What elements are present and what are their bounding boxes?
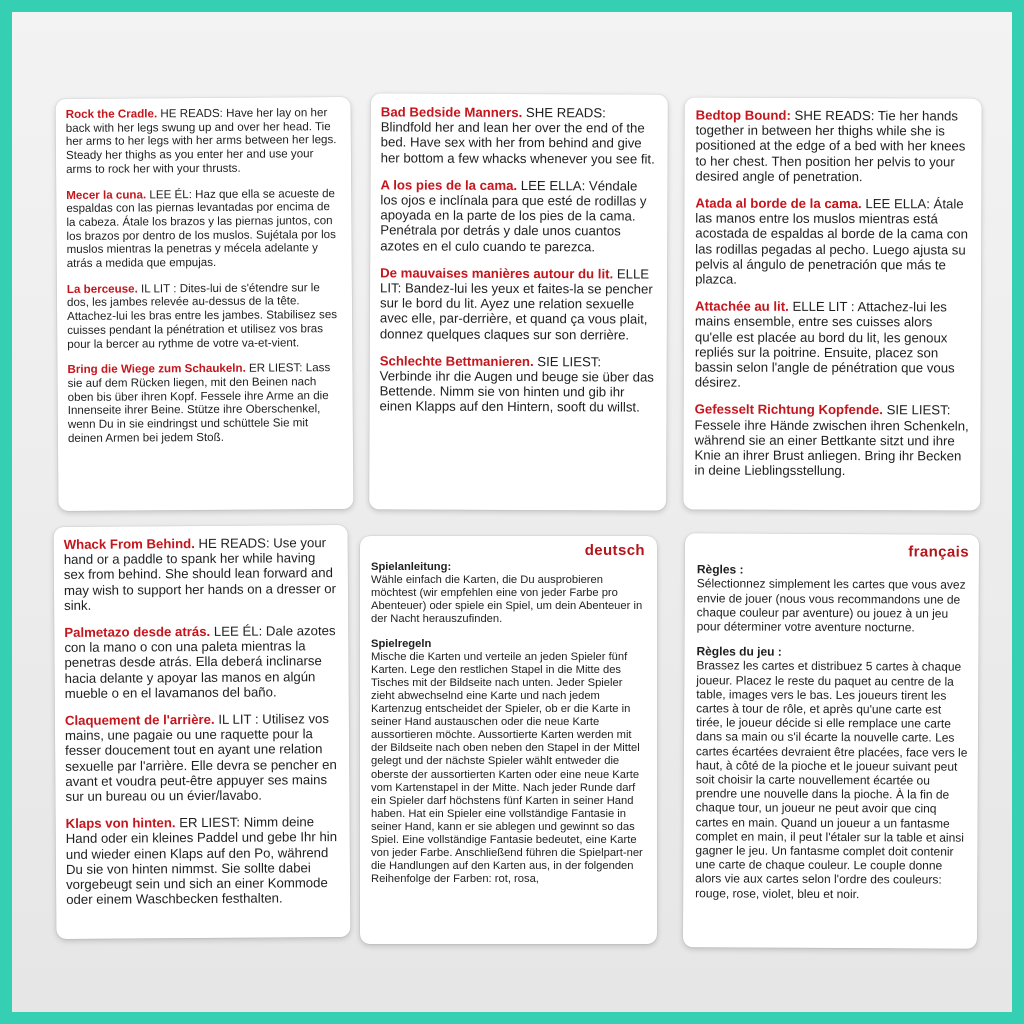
card-rock-the-cradle bbox=[56, 97, 354, 511]
card-entry bbox=[695, 196, 971, 288]
entry-body: SHE READS: Tie her hands together in between her thighs while she is positioned at the edge of a bed with her knees to her chest. Then position her pelvis to your desired angle of penetration. bbox=[695, 107, 966, 184]
card-whack-from-behind bbox=[54, 525, 351, 939]
rules-paragraph: Wähle einfach die Karten, die Du ausprobieren möchtest (wir empfehlen eine von jeder Farbe pro Abenteuer) oder spiele ein Spiel, um dein Abenteuer in der Nacht herauszufinden. bbox=[371, 574, 643, 626]
rules-text bbox=[695, 562, 969, 901]
entry-title: A los pies de la cama. bbox=[380, 177, 518, 193]
card-entry bbox=[380, 177, 657, 254]
card-entry bbox=[65, 711, 340, 804]
entry-title: Mecer la cuna. bbox=[66, 187, 147, 202]
rules-paragraph: Brassez les cartes et distribuez 5 cartes à chaque joueur. Placez le reste du paquet au centre de la table, images vers le bas. Les joueurs tirent les cartes à tour de rôle, et après qu'une carte est tirée, le joueur décide si elle remplace une carte dans sa main ou s'il écarte la nouvelle carte. Les cartes écartées devraient être placées, face vers le haut, à côté de la pioche et le joueur suivant peut soit choisir la carte nouvellement écartée ou prendre une nouvelle dans la pioche. À la fin de chaque tour, un joueur ne peut avoir que cinq cartes en main. Quand un joueur a un fantasme complet en main, il peut l'étaler sur la table et ainsi gagner le jeu. Un fantasme complet doit contenir une carte de chaque couleur. Le couple donne alors vie aux cartes selon l'ordre des couleurs: rouge, rose, violet, bleu et noir. bbox=[695, 658, 968, 901]
rules-paragraph: Sélectionnez simplement les cartes que vous avez envie de jouer (nous vous recommandons une de chaque couleur par aventure) ou jouez à un jeu pour déterminer votre aventure nocturne. bbox=[696, 576, 966, 635]
card-entry bbox=[695, 299, 971, 391]
entry-title: Palmetazo desde atrás. bbox=[64, 623, 211, 640]
card-rules-deutsch bbox=[360, 536, 657, 944]
entry-body: LEE ELLA: Véndale los ojos e inclínala para que esté de rodillas y apoyada en la parte de los pies de la cama. Penétrala por detrás y dale unos cuantos azotes en el culo cuando te parezca. bbox=[380, 177, 647, 254]
card-entry bbox=[694, 402, 970, 479]
card-entry bbox=[66, 814, 341, 907]
card-entry bbox=[381, 104, 658, 166]
entry-body: HE READS: Use your hand or a paddle to spank her while having sex from behind. She should lean forward and may wish to support her hands on a dresser or sink. bbox=[63, 535, 337, 613]
language-label: français bbox=[908, 543, 970, 561]
card-entry bbox=[64, 535, 339, 613]
card-entry bbox=[380, 353, 657, 415]
entry-body: IL LIT : Utilisez vos mains, une pagaie ou une raquette pour la fesser doucement tout en ayant une relation sexuelle par l'arrière. Elle devra se pencher en avant et voudra peut-être appuyer ses mains sur un bureau ou un évier/lavabo. bbox=[64, 711, 337, 805]
card-bedtop-bound bbox=[683, 97, 981, 510]
card-entry bbox=[66, 106, 341, 176]
rules-text bbox=[371, 561, 645, 886]
rules-heading: Règles : bbox=[696, 562, 744, 577]
entry-title: Attachée au lit. bbox=[694, 298, 789, 315]
rules-heading: Règles du jeu : bbox=[696, 644, 782, 659]
language-label: deutsch bbox=[584, 542, 645, 559]
entry-title: Atada al borde de la cama. bbox=[695, 195, 862, 212]
entry-body: LEE ELLA: Átale las manos entre los muslos mientras está acostada de espaldas al borde de la cama con las rodillas pegadas al pecho. Luego ajusta su pelvis al ángulo de penetración que más te plazca. bbox=[695, 196, 969, 287]
entry-body: ER LIEST: Lass sie auf dem Rücken liegen, mit den Beinen nach oben bis über ihren Kopf. Fessele ihre Arme an die Innenseite ihrer Beine. Stütze ihre Oberschenkel, wenn Du in sie eindringst und schüttele Sie mit deinen Armen bei jedem Stoß. bbox=[67, 361, 331, 445]
entry-body: ER LIEST: Nimm deine Hand oder ein kleines Paddel und gebe Ihr hin und wieder einen Klaps auf den Po, während Du sie von hinten nimmst. Sie sollte dabei vorgebeugt sein und sich an einer Kommode oder einem Waschbecken festhalten. bbox=[65, 814, 338, 908]
entry-title: Whack From Behind. bbox=[63, 536, 195, 552]
entry-body: SHE READS: Blindfold her and lean her over the end of the bed. Have sex with her from behind and give her bottom a few whacks whenever you see fit. bbox=[380, 105, 655, 167]
entry-title: Bad Bedside Manners. bbox=[380, 104, 523, 121]
entry-title: Rock the Cradle. bbox=[65, 107, 158, 121]
entry-body: LEE ÉL: Haz que ella se acueste de espaldas con las piernas levantadas por encima de la cabeza. Átale los brazos y las piernas juntos, con los brazos por dentro de los muslos. Sujétala por los muslos mientras la penetras y mécela adelante y atrás a medida que empujas. bbox=[66, 186, 336, 270]
entry-body: SIE LIEST: Verbinde ihr die Augen und beuge sie über das Bettende. Nimm sie von hinten und gib ihr einen Klapps auf den Hintern, sooft du willst. bbox=[379, 353, 654, 415]
entry-body: ELLE LIT: Bandez-lui les yeux et faites-la se pencher sur le bord du lit. Ayez une relation sexuelle avec elle, par-derrière, et quand ça vous plait, donnez quelques claques sur son derrière. bbox=[379, 266, 653, 343]
card-entry bbox=[67, 361, 343, 445]
entry-title: Bedtop Bound: bbox=[695, 107, 791, 123]
entry-title: De mauvaises manières autour du lit. bbox=[380, 265, 614, 282]
entry-body: HE READS: Have her lay on her back with her legs swung up and over her head. Tie her arms to her legs with her arms between her legs. Steady her thighs as you enter her and use your arms to rock her with your thrusts. bbox=[65, 106, 337, 176]
card-entry bbox=[67, 281, 342, 351]
rules-heading: Spielregeln bbox=[371, 637, 432, 650]
entry-title: Gefesselt Richtung Kopfende. bbox=[694, 401, 883, 418]
entry-body: SIE LIEST: Fessele ihre Hände zwischen ihren Schenkeln, während sie an einer Bettkante sitzt und ihre Knie an ihrer Brust anliegen. Bring ihr Becken in deine Lieblingsstellung. bbox=[694, 402, 969, 479]
card-entry bbox=[695, 108, 971, 185]
rules-heading: Spielanleitung: bbox=[371, 561, 452, 574]
card-bad-bedside-manners bbox=[369, 93, 668, 510]
entry-title: Claquement de l'arrière. bbox=[64, 711, 215, 728]
card-entry bbox=[66, 187, 342, 271]
entry-body: IL LIT : Dites-lui de s'étendre sur le dos, les jambes relevée au-dessus de la tête. Attachez-lui les bras entre les jambes. Stabilisez ses cuisses pendant la pénétration et utilisez vos bras pour la bercer au rythme de votre va-et-vient. bbox=[66, 280, 338, 351]
card-entry bbox=[64, 623, 339, 701]
entry-title: Klaps von hinten. bbox=[65, 815, 176, 832]
card-rules-francais bbox=[683, 533, 979, 949]
entry-title: Schlechte Bettmanieren. bbox=[379, 353, 534, 369]
paragraph-gap bbox=[371, 627, 645, 638]
entry-body: ELLE LIT : Attachez-lui les mains ensemble, entre ses cuisses alors qu'elle est placée au bord du lit, les genoux repliés sur la poitrine. Ensuite, placez son bassin selon l'angle de pénétration que vous désirez. bbox=[694, 299, 955, 390]
card-entry bbox=[380, 265, 657, 342]
entry-body: LEE ÉL: Dale azotes con la mano o con una paleta mientras la penetras desde atrás. Ella deberá inclinarse hacia delante y apoyar las manos en algún mueble o en el lavamanos del baño. bbox=[64, 623, 336, 701]
rules-paragraph: Mische die Karten und verteile an jeden Spieler fünf Karten. Lege den restlichen Stapel in die Mitte des Tisches mit der Bildseite nach unten. Jeder Spieler zieht abwechselnd eine Karte und nach jedem Kartenzug entscheidet der Spieler, ob er die Karte in seiner Hand austauschen oder die neue Karte aussortieren möchte. Aussortierte Karten werden mit der Bildseite nach oben neben den Stapel in der Mittel gelegt und der nächste Spieler wählt entweder die oberste der aussortierten Karten oder eine neue Karte vom Kartenstapel in der Mitte. Nach jeder Runde darf ein Spieler darf höchstens fünf Karten in seiner Hand haben. Hat ein Spieler eine vollständige Fantasie in seiner Hand, kann er sie ablegen und gewinnt so das Spiel. Eine vollständige Fantasie bedeutet, eine Karte von jeder Farbe. Anschließend führen die Spielpart-ner die Handlungen auf den Karten aus, in der folgenden Reihenfolge der Farben: rot, rosa, bbox=[371, 650, 643, 886]
entry-title: Bring die Wiege zum Schaukeln. bbox=[67, 361, 246, 377]
entry-title: La berceuse. bbox=[66, 282, 138, 296]
